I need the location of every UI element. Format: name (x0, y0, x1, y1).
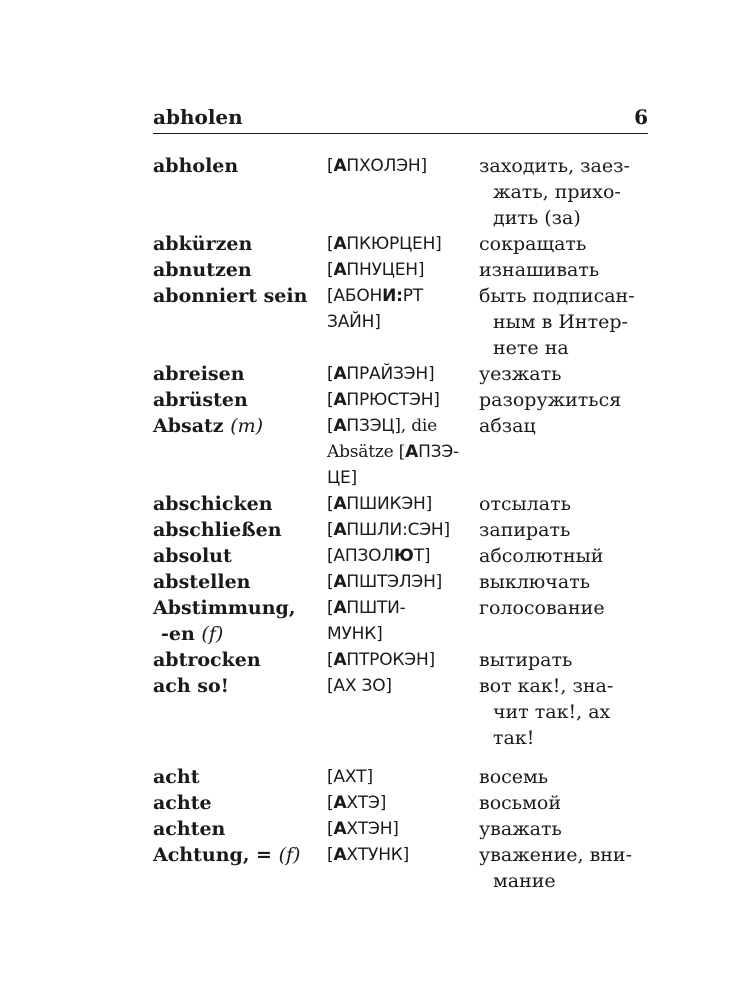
headword-text: abreisen (153, 363, 245, 385)
translation-line: вытирать (479, 649, 573, 671)
entry-translation (479, 257, 648, 283)
headword-suffix: -en (161, 623, 195, 645)
transcription-text: [ (327, 598, 334, 618)
stressed-vowel: И: (382, 286, 403, 306)
stressed-vowel: А (333, 572, 347, 592)
translation-line: выключать (479, 571, 591, 593)
stressed-vowel: А (333, 845, 347, 865)
transcription-text: [ (327, 572, 334, 592)
headword-text: abholen (153, 155, 239, 177)
headword-text: abnutzen (153, 259, 252, 281)
entry-headword (153, 257, 327, 283)
headword-text: abonniert sein (153, 285, 308, 307)
stressed-vowel: А (333, 416, 347, 436)
stressed-vowel: А (333, 494, 347, 514)
entry-translation (479, 790, 648, 816)
transcription-text: [ (327, 650, 334, 670)
translation-line: уважение, вни- (479, 844, 633, 866)
dictionary-page (153, 104, 648, 894)
transcription-text: [ (327, 416, 334, 436)
translation-line: жать, прихо- (493, 181, 621, 203)
entry-transcription (327, 413, 479, 491)
entry-transcription (327, 361, 479, 387)
dictionary-entry (153, 595, 648, 647)
transcription-text: ЗАЙН] (327, 312, 381, 332)
stressed-vowel: А (333, 598, 347, 618)
entry-translation (479, 543, 648, 569)
dictionary-entry (153, 361, 648, 387)
translation-line: восемь (479, 766, 549, 788)
transcription-text: ПКЮРЦЕН] (346, 234, 442, 254)
entry-headword (153, 543, 327, 569)
stressed-vowel: А (333, 156, 347, 176)
gender-label: (f) (201, 623, 224, 645)
translation-line: так! (493, 727, 535, 749)
stressed-vowel: А (333, 234, 347, 254)
entry-transcription (327, 673, 479, 751)
translation-line: мание (493, 870, 556, 892)
transcription-text: ПЗЭ- (418, 442, 459, 462)
entry-translation (479, 231, 648, 257)
stressed-vowel: А (333, 260, 347, 280)
translation-line: дить (за) (493, 207, 581, 229)
entry-transcription (327, 569, 479, 595)
translation-line: отсылать (479, 493, 571, 515)
transcription-text: [ (327, 494, 334, 514)
headword-text: acht (153, 766, 200, 788)
headword-text: abschließen (153, 519, 282, 541)
dictionary-entry (153, 517, 648, 543)
translation-line: разоружиться (479, 389, 622, 411)
entry-translation (479, 491, 648, 517)
entry-gap (153, 751, 648, 764)
transcription-text: ПХОЛЭН] (346, 156, 427, 176)
entry-translation (479, 764, 648, 790)
transcription-text: [АХТ] (327, 767, 373, 787)
dictionary-entry (153, 153, 648, 231)
translation-line: чит так!, ах (493, 701, 611, 723)
dictionary-entry (153, 816, 648, 842)
transcription-text: ПШИКЭН] (346, 494, 433, 514)
entry-translation (479, 361, 648, 387)
dictionary-entry (153, 842, 648, 894)
translation-line: абсолютный (479, 545, 604, 567)
dictionary-entry (153, 413, 648, 491)
dictionary-entry (153, 764, 648, 790)
translation-line: уезжать (479, 363, 562, 385)
transcription-text: ПШТИ- (346, 598, 406, 618)
entry-translation (479, 387, 648, 413)
transcription-text: [АПЗОЛ (327, 546, 394, 566)
translation-line: вот как!, зна- (479, 675, 614, 697)
headword-text: abrüsten (153, 389, 248, 411)
entry-transcription (327, 595, 479, 647)
entry-translation (479, 569, 648, 595)
entry-translation (479, 413, 648, 491)
dictionary-entry (153, 673, 648, 751)
transcription-text: [ (327, 520, 334, 540)
translation-line: заходить, заез- (479, 155, 630, 177)
entry-transcription (327, 543, 479, 569)
stressed-vowel: А (333, 793, 347, 813)
dictionary-entry (153, 491, 648, 517)
headword-text: Abstimmung, (153, 597, 296, 619)
entry-transcription (327, 283, 479, 361)
entry-headword (153, 790, 327, 816)
transcription-text: [ (327, 260, 334, 280)
entry-transcription (327, 842, 479, 894)
headword-text: ach so! (153, 675, 230, 697)
stressed-vowel: А (333, 650, 347, 670)
transcription-text: [ (327, 364, 334, 384)
dictionary-entry (153, 231, 648, 257)
entry-transcription (327, 790, 479, 816)
stressed-vowel: А (405, 442, 419, 462)
entry-translation (479, 283, 648, 361)
entry-headword (153, 283, 327, 361)
entry-headword (153, 673, 327, 751)
entry-translation (479, 842, 648, 894)
entry-transcription (327, 647, 479, 673)
transcription-text: ХТУНК] (346, 845, 410, 865)
entry-transcription (327, 153, 479, 231)
transcription-text: ЦЕ] (327, 468, 357, 488)
transcription-text: ПРАЙЗЭН] (346, 364, 435, 384)
transcription-text: МУНК] (327, 624, 383, 644)
translation-line: восьмой (479, 792, 562, 814)
translation-line: нете на (493, 337, 569, 359)
entry-headword (153, 387, 327, 413)
entry-translation (479, 673, 648, 751)
gender-label: (m) (230, 415, 264, 437)
headword-text: Absatz (153, 415, 224, 437)
translation-line: уважать (479, 818, 562, 840)
headword-text: abstellen (153, 571, 251, 593)
entry-translation (479, 595, 648, 647)
headword-text: achte (153, 792, 212, 814)
entry-headword (153, 491, 327, 517)
entry-headword (153, 595, 327, 647)
transcription-text: [ (327, 234, 334, 254)
headword-text: abschicken (153, 493, 273, 515)
transcription-text: [ (327, 390, 334, 410)
transcription-text: ПШТЭЛЭН] (346, 572, 443, 592)
entry-list (153, 153, 648, 894)
entry-transcription (327, 491, 479, 517)
entry-headword (153, 764, 327, 790)
headword-text: absolut (153, 545, 232, 567)
transcription-text: [АБОН (327, 286, 383, 306)
translation-line: голосование (479, 597, 605, 619)
stressed-vowel: А (333, 364, 347, 384)
transcription-text: ПНУЦЕН] (346, 260, 425, 280)
transcription-text: Т] (413, 546, 431, 566)
transcription-text: [ (327, 793, 334, 813)
headword-text: Achtung, = (153, 844, 272, 866)
transcription-text: [ (327, 819, 334, 839)
translation-line: абзац (479, 415, 536, 437)
entry-translation (479, 153, 648, 231)
headword-text: abtrocken (153, 649, 261, 671)
translation-line: быть подписан- (479, 285, 635, 307)
entry-transcription (327, 257, 479, 283)
transcription-text: ХТЭН] (346, 819, 399, 839)
entry-headword (153, 842, 327, 894)
headword-text: abkürzen (153, 233, 253, 255)
entry-transcription (327, 764, 479, 790)
entry-headword (153, 816, 327, 842)
plural-note: , die (400, 416, 437, 436)
entry-transcription (327, 517, 479, 543)
dictionary-entry (153, 387, 648, 413)
entry-transcription (327, 231, 479, 257)
transcription-text: [АХ ЗО] (327, 676, 392, 696)
stressed-vowel: А (333, 520, 347, 540)
headword-continuation (153, 621, 321, 647)
transcription-text: ХТЭ] (346, 793, 387, 813)
transcription-text: [ (327, 156, 334, 176)
entry-headword (153, 361, 327, 387)
dictionary-entry (153, 790, 648, 816)
running-head-word: abholen (153, 105, 243, 129)
entry-headword (153, 153, 327, 231)
headword-text: achten (153, 818, 226, 840)
dictionary-entry (153, 647, 648, 673)
page-number: 6 (634, 105, 648, 129)
stressed-vowel: А (333, 819, 347, 839)
entry-translation (479, 816, 648, 842)
entry-translation (479, 517, 648, 543)
transcription-text: РТ (402, 286, 423, 306)
transcription-text: ПТРОКЭН] (346, 650, 435, 670)
dictionary-entry (153, 543, 648, 569)
transcription-text: ПРЮСТЭН] (346, 390, 440, 410)
entry-headword (153, 569, 327, 595)
entry-headword (153, 647, 327, 673)
stressed-vowel: Ю (393, 546, 414, 566)
dictionary-entry (153, 569, 648, 595)
gender-label: (f) (278, 844, 301, 866)
entry-headword (153, 517, 327, 543)
translation-line: запирать (479, 519, 571, 541)
running-head (153, 104, 648, 134)
entry-headword (153, 231, 327, 257)
stressed-vowel: А (333, 390, 347, 410)
dictionary-entry (153, 257, 648, 283)
plural-note: Absätze [ (327, 442, 406, 462)
transcription-text: ПЗЭЦ] (346, 416, 401, 436)
transcription-text: ПШЛИ:СЭН] (346, 520, 450, 540)
translation-line: изнашивать (479, 259, 600, 281)
translation-line: сокращать (479, 233, 587, 255)
dictionary-entry (153, 283, 648, 361)
entry-transcription (327, 816, 479, 842)
translation-line: ным в Интер- (493, 311, 628, 333)
entry-headword (153, 413, 327, 491)
entry-translation (479, 647, 648, 673)
entry-transcription (327, 387, 479, 413)
transcription-text: [ (327, 845, 334, 865)
